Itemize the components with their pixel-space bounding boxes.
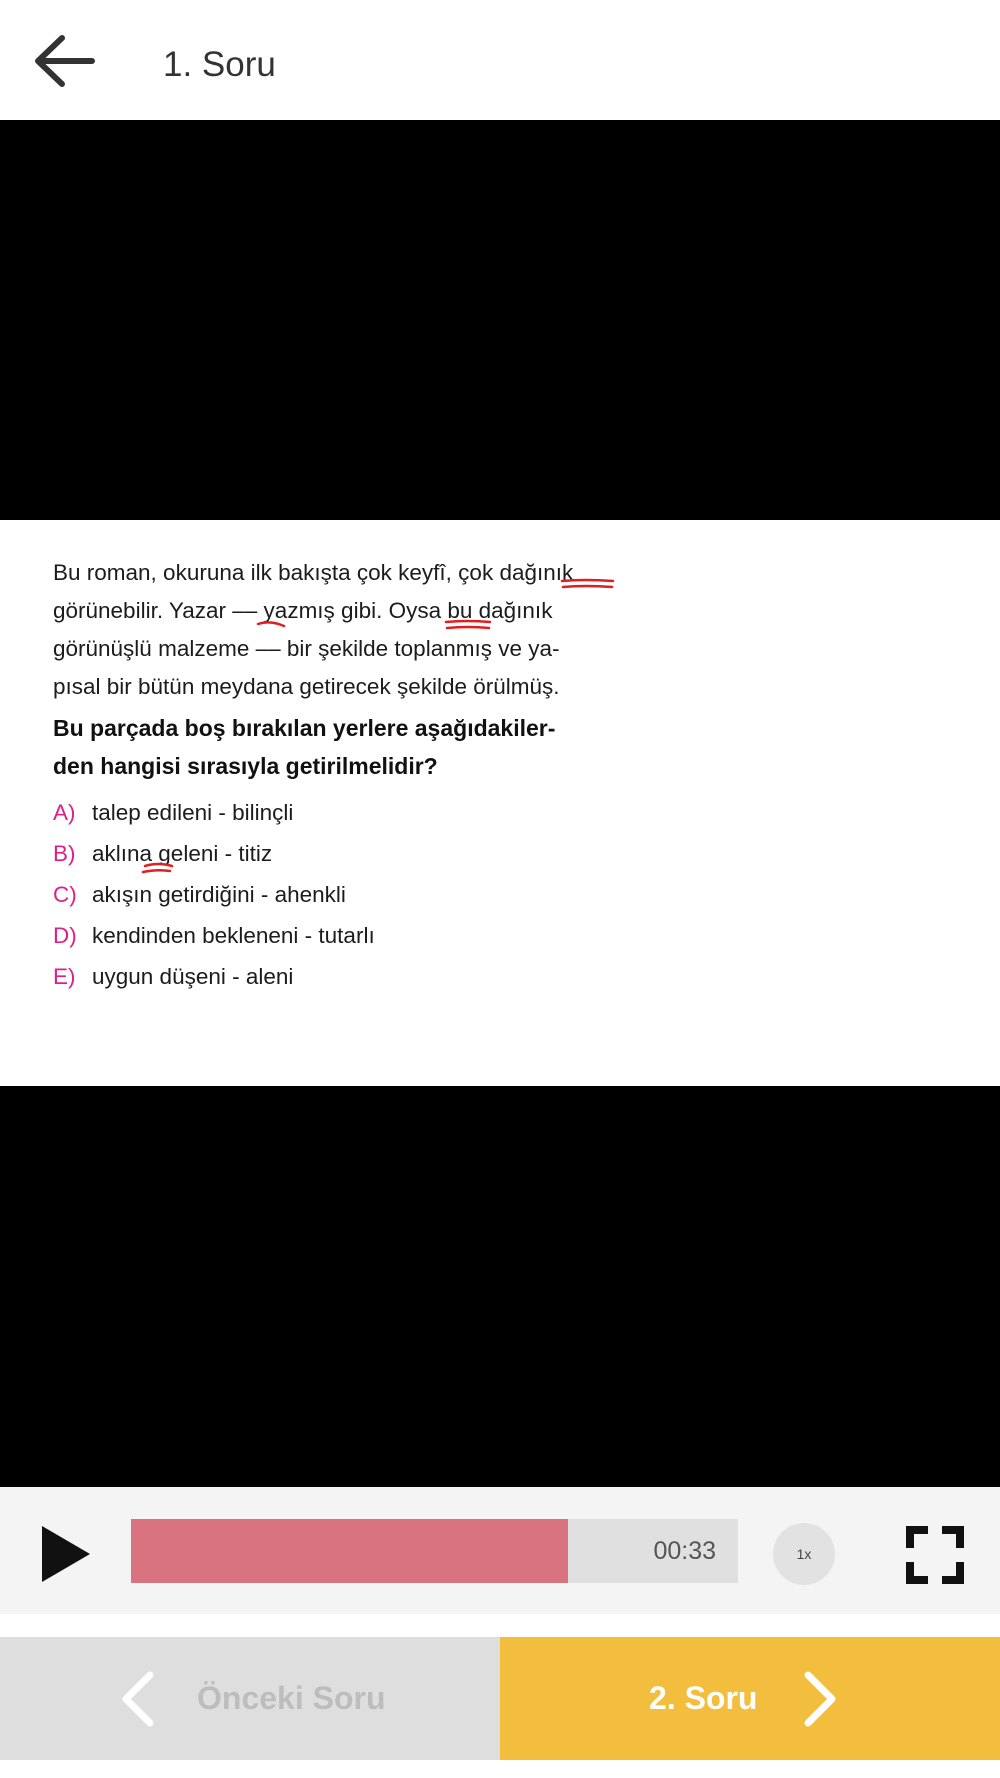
chevron-left-icon (118, 1669, 158, 1729)
next-question-label: 2. Soru (649, 1680, 758, 1716)
progress-fill (131, 1519, 568, 1583)
question-content (0, 520, 1000, 1086)
option-text: talep edileni - bilinçli (92, 800, 294, 825)
option-text: akışın getirdiğini - ahenkli (92, 882, 346, 907)
next-question-button[interactable] (500, 1637, 1000, 1760)
option-letter: D) (53, 923, 77, 948)
fullscreen-button[interactable] (904, 1524, 966, 1586)
question-navigation (0, 1637, 1000, 1760)
option-text: aklına geleni - titiz (92, 841, 273, 866)
video-area-top[interactable] (0, 120, 1000, 520)
page-title: 1. Soru (163, 45, 276, 84)
passage-line: pısal bir bütün meydana getirecek şekilde örülmüş. (53, 674, 560, 699)
option-text: uygun düşeni - aleni (92, 964, 294, 989)
prompt-line: Bu parçada boş bırakılan yerlere aşağıdakiler- (53, 715, 556, 741)
arrow-left-icon (30, 30, 100, 92)
handwritten-annotations (0, 520, 1000, 1086)
back-button[interactable] (30, 30, 100, 92)
option-text: kendinden bekleneni - tutarlı (92, 923, 375, 948)
fullscreen-icon (904, 1524, 966, 1586)
passage-line: Bu roman, okuruna ilk bakışta çok keyfî, çok dağınık (53, 560, 574, 585)
option-letter: B) (53, 841, 76, 866)
time-display: 00:33 (653, 1537, 716, 1565)
video-area-bottom[interactable] (0, 1086, 1000, 1487)
play-icon (38, 1523, 94, 1585)
playback-speed-button[interactable]: 1x (773, 1523, 835, 1585)
top-bar (0, 0, 1000, 120)
previous-question-button[interactable] (0, 1637, 500, 1760)
video-controls (0, 1487, 1000, 1614)
option-letter: C) (53, 882, 77, 907)
play-button[interactable] (38, 1523, 94, 1585)
chevron-right-icon (800, 1669, 840, 1729)
option-letter: A) (53, 800, 76, 825)
previous-question-label: Önceki Soru (197, 1680, 386, 1716)
passage-line: görünüşlü malzeme –– bir şekilde toplanmış ve ya- (53, 636, 560, 661)
option-letter: E) (53, 964, 76, 989)
progress-bar[interactable] (131, 1519, 738, 1583)
prompt-line: den hangisi sırasıyla getirilmelidir? (53, 753, 438, 779)
passage-line: görünebilir. Yazar –– yazmış gibi. Oysa bu dağınık (53, 598, 553, 623)
